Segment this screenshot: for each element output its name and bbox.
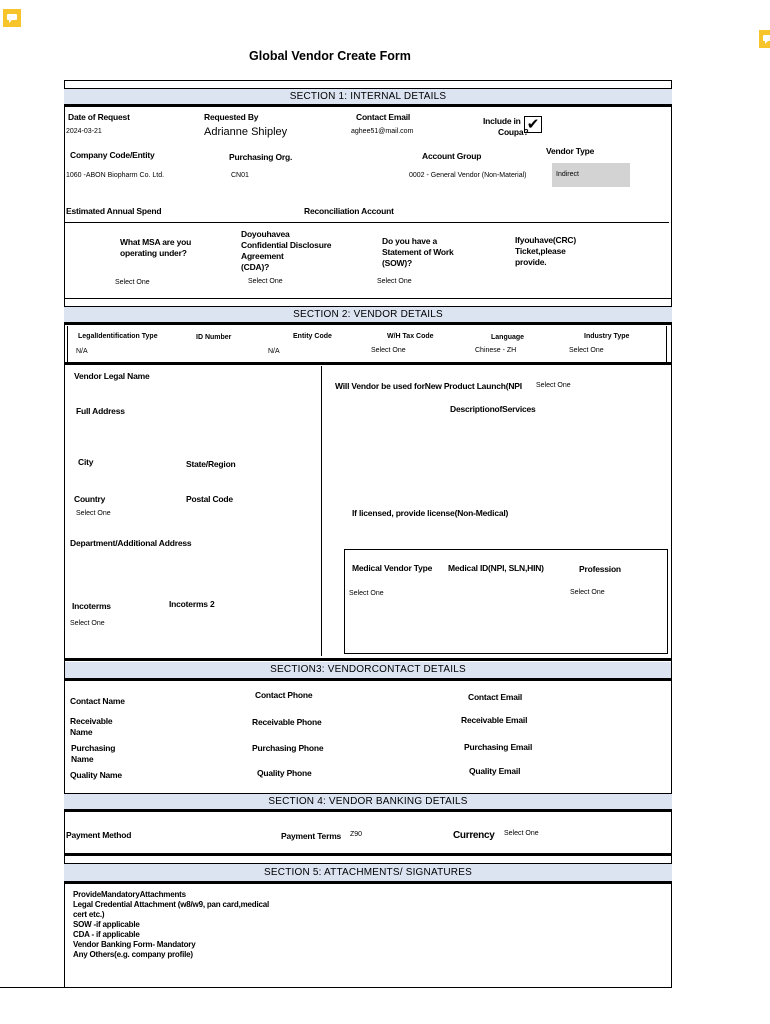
purchasing-org-field[interactable]: CN01: [231, 172, 249, 179]
form-title: Global Vendor Create Form: [249, 49, 411, 63]
vendor-type-field[interactable]: Indirect: [552, 163, 630, 187]
attachment-line: SOW -if applicable: [73, 920, 140, 929]
recon-account-label: Reconciliation Account: [304, 206, 394, 216]
entity-code-label: Entity Code: [293, 333, 332, 340]
profession-select[interactable]: Select One: [570, 589, 605, 596]
currency-select[interactable]: Select One: [504, 830, 539, 837]
id-number-label: ID Number: [196, 334, 232, 341]
contact-email-label: Contact Email: [468, 692, 523, 702]
attachment-line: cert etc.): [73, 910, 105, 919]
contact-name-label: Contact Name: [70, 696, 125, 706]
attachment-line: Any Others(e.g. company profile): [73, 950, 193, 959]
cda-select[interactable]: Select One: [248, 278, 283, 285]
account-group-label: Account Group: [422, 151, 482, 161]
crc-label-3: provide.: [515, 257, 547, 267]
language-label: Language: [491, 334, 525, 341]
license-label: If licensed, provide license(Non-Medical): [352, 508, 509, 518]
divider: [64, 678, 672, 681]
purchasing-name-label: Purchasing: [71, 743, 116, 753]
wh-tax-select[interactable]: Select One: [371, 347, 406, 354]
company-code-field[interactable]: 1060 -ABON Biopharm Co. Ltd.: [66, 172, 165, 179]
contact-email-label: Contact Email: [356, 112, 411, 122]
entity-code-field[interactable]: N/A: [268, 348, 280, 355]
divider: [64, 322, 672, 325]
purchasing-org-label: Purchasing Org.: [229, 152, 293, 162]
country-select[interactable]: Select One: [76, 510, 111, 517]
divider: [64, 881, 672, 884]
divider: [64, 222, 669, 223]
divider: [64, 809, 672, 812]
quality-phone-label: Quality Phone: [257, 768, 312, 778]
cda-label-2: Confidential Disclosure: [241, 240, 332, 250]
divider: [67, 326, 68, 363]
dept-address-label: Department/Additional Address: [70, 538, 192, 548]
npl-label: Will Vendor be used forNew Product Launch(NPI: [335, 381, 522, 391]
wh-tax-label: W/H Tax Code: [387, 333, 434, 340]
cda-label: Doyouhavea: [241, 229, 290, 239]
medical-vendor-type-label: Medical Vendor Type: [352, 563, 433, 573]
section1-header: SECTION 1: INTERNAL DETAILS: [64, 88, 672, 105]
divider: [64, 853, 672, 856]
legal-id-type-label: LegalIdentification Type: [78, 333, 158, 340]
vendor-legal-name-label: Vendor Legal Name: [74, 371, 150, 381]
include-coupa-label: Include in: [483, 116, 521, 126]
receivable-name-label-2: Name: [70, 727, 93, 737]
form-border-right: [671, 80, 672, 660]
divider: [671, 660, 672, 988]
receivable-email-label: Receivable Email: [461, 715, 528, 725]
form-border-left: [64, 80, 65, 660]
requested-by-field[interactable]: Adrianne Shipley: [204, 126, 288, 138]
country-label: Country: [74, 494, 106, 504]
currency-label: Currency: [453, 830, 495, 841]
profession-label: Profession: [579, 564, 621, 574]
attachment-line: Legal Credential Attachment (w8/w9, pan card,medical: [73, 900, 270, 909]
quality-email-label: Quality Email: [469, 766, 521, 776]
divider: [64, 104, 672, 107]
msa-label: What MSA are you: [120, 237, 192, 247]
purchasing-phone-label: Purchasing Phone: [252, 743, 324, 753]
receivable-name-label: Receivable: [70, 716, 113, 726]
purchasing-name-label-2: Name: [71, 754, 94, 764]
legal-id-type-field[interactable]: N/A: [76, 348, 88, 355]
msa-label-2: operating under?: [120, 248, 187, 258]
incoterms-label: Incoterms: [72, 601, 111, 611]
section3-header: SECTION3: VENDORCONTACT DETAILS: [64, 662, 672, 678]
medical-vendor-type-select[interactable]: Select One: [349, 590, 384, 597]
divider: [64, 362, 672, 365]
sow-select[interactable]: Select One: [377, 278, 412, 285]
industry-type-select[interactable]: Select One: [569, 347, 604, 354]
comment-note-icon[interactable]: [759, 30, 770, 48]
divider: [64, 660, 65, 988]
divider: [64, 298, 672, 299]
desc-services-label: DescriptionofServices: [450, 404, 536, 414]
divider: [666, 326, 667, 363]
include-coupa-checkbox[interactable]: ✔: [524, 116, 542, 133]
company-code-label: Company Code/Entity: [70, 150, 155, 160]
npl-select[interactable]: Select One: [536, 382, 571, 389]
contact-phone-label: Contact Phone: [255, 690, 313, 700]
divider: [64, 658, 672, 661]
payment-terms-field[interactable]: Z90: [350, 831, 363, 838]
state-label: State/Region: [186, 459, 236, 469]
annual-spend-label: Estimated Annual Spend: [66, 206, 162, 216]
payment-method-label: Payment Method: [66, 830, 132, 840]
attachment-line: Vendor Banking Form- Mandatory: [73, 940, 196, 949]
medical-id-label: Medical ID(NPI, SLN,HIN): [448, 563, 544, 573]
purchasing-email-label: Purchasing Email: [464, 742, 533, 752]
section5-header: SECTION 5: ATTACHMENTS/ SIGNATURES: [64, 863, 672, 882]
crc-label: Ifyouhave(CRC): [515, 235, 576, 245]
sow-label: Do you have a: [382, 236, 438, 246]
incoterms2-label: Incoterms 2: [169, 599, 215, 609]
industry-type-label: Industry Type: [584, 333, 630, 340]
account-group-field[interactable]: 0002 - General Vendor (Non-Material): [409, 172, 527, 179]
cda-label-3: Agreement: [241, 251, 284, 261]
sow-label-2: Statement of Work: [382, 247, 454, 257]
language-select[interactable]: Chinese - ZH: [475, 347, 517, 354]
section4-header: SECTION 4: VENDOR BANKING DETAILS: [64, 793, 672, 810]
cda-label-4: (CDA)?: [241, 262, 270, 272]
crc-label-2: Ticket,please: [515, 246, 566, 256]
receivable-phone-label: Receivable Phone: [252, 717, 322, 727]
postal-code-label: Postal Code: [186, 494, 233, 504]
msa-select[interactable]: Select One: [115, 279, 150, 286]
quality-name-label: Quality Name: [70, 770, 122, 780]
section2-header: SECTION 2: VENDOR DETAILS: [64, 306, 672, 323]
requested-by-label: Requested By: [204, 112, 259, 122]
date-of-request-field[interactable]: 2024-03-21: [66, 128, 102, 135]
incoterms-select[interactable]: Select One: [70, 620, 105, 627]
full-address-label: Full Address: [76, 406, 125, 416]
attachment-line: CDA - if applicable: [73, 930, 140, 939]
divider: [321, 366, 322, 656]
sow-label-3: (SOW)?: [382, 258, 412, 268]
comment-note-icon[interactable]: [3, 9, 21, 27]
contact-email-field[interactable]: aghee51@mail.com: [351, 128, 414, 135]
form-border-top: [64, 80, 672, 81]
payment-terms-label: Payment Terms: [281, 831, 342, 841]
divider: [0, 987, 672, 988]
attachments-list: [73, 890, 269, 960]
include-coupa-label-2: Coupa?: [498, 127, 529, 137]
vendor-type-label: Vendor Type: [546, 146, 595, 156]
city-label: City: [78, 457, 94, 467]
attachment-line: ProvideMandatoryAttachments: [73, 890, 186, 899]
date-of-request-label: Date of Request: [68, 112, 130, 122]
